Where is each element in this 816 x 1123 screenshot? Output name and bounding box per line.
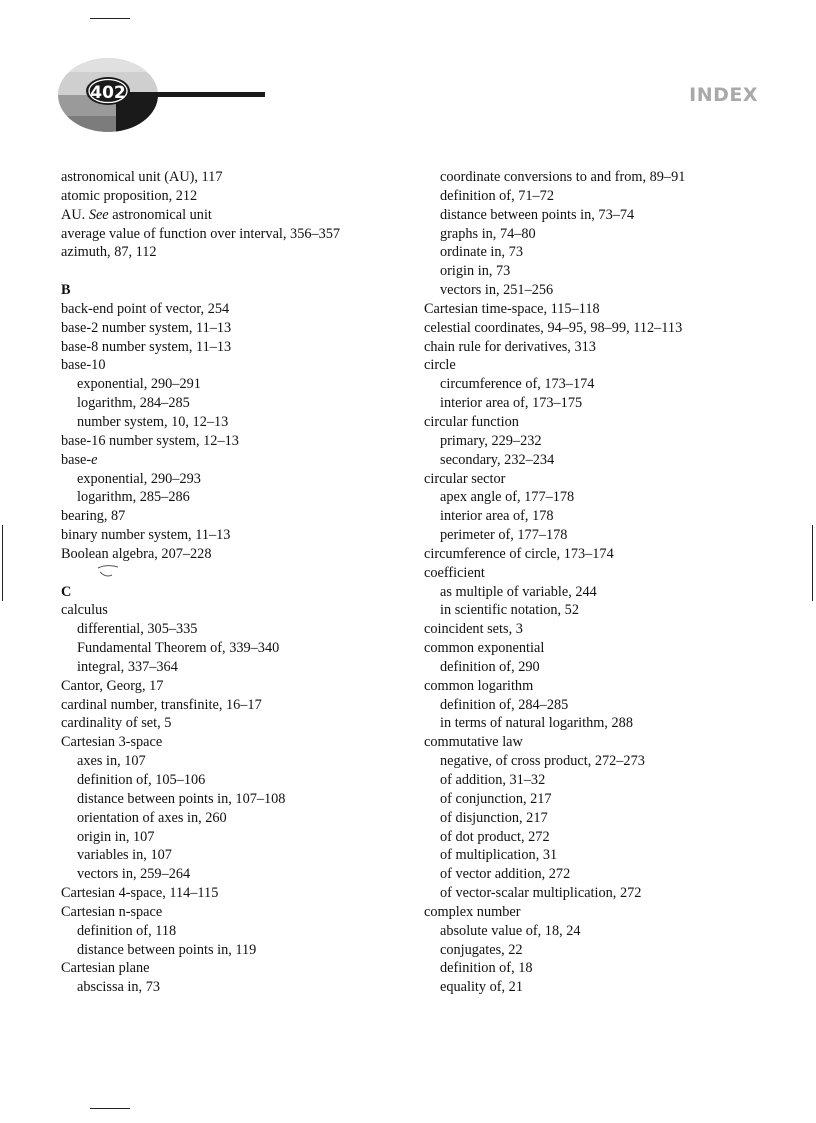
index-column-right bbox=[424, 168, 784, 997]
index-entry: Cantor, Georg, 17 bbox=[61, 677, 164, 694]
index-subentry: definition of, 284–285 bbox=[440, 696, 569, 713]
index-entry-text: AU. bbox=[61, 206, 89, 223]
index-subentry: primary, 229–232 bbox=[440, 432, 542, 449]
index-subentry: definition of, 290 bbox=[440, 658, 540, 675]
crop-mark-left bbox=[2, 525, 3, 601]
index-subentry: secondary, 232–234 bbox=[440, 451, 555, 468]
index-subentry: graphs in, 74–80 bbox=[440, 225, 536, 242]
index-subentry: of dot product, 272 bbox=[440, 828, 550, 845]
index-entry: base-2 number system, 11–13 bbox=[61, 319, 232, 336]
index-subentry: circumference of, 173–174 bbox=[440, 376, 595, 393]
index-subentry: definition of, 118 bbox=[77, 922, 177, 939]
index-subentry: absolute value of, 18, 24 bbox=[440, 922, 581, 939]
index-entry: complex number bbox=[424, 903, 521, 920]
index-subentry: in scientific notation, 52 bbox=[440, 602, 579, 619]
index-subentry: negative, of cross product, 272–273 bbox=[440, 753, 645, 770]
index-entry: base-10 bbox=[61, 357, 106, 374]
index-entry: commutative law bbox=[424, 734, 523, 751]
index-entry: Cartesian plane bbox=[61, 960, 150, 977]
index-subentry: exponential, 290–293 bbox=[77, 470, 201, 487]
index-entry: back-end point of vector, 254 bbox=[61, 300, 230, 317]
index-subentry: as multiple of variable, 244 bbox=[440, 583, 597, 600]
index-entry: Boolean algebra, 207–228 bbox=[61, 545, 212, 562]
index-entry: circle bbox=[424, 357, 456, 374]
index-entry: average value of function over interval, 356–357 bbox=[61, 225, 341, 242]
section-title: INDEX bbox=[689, 84, 758, 106]
index-entry-italic: See bbox=[88, 206, 109, 223]
index-subentry: perimeter of, 177–178 bbox=[440, 527, 568, 544]
index-entry: astronomical unit (AU), 117 bbox=[61, 169, 223, 185]
index-entry: circular sector bbox=[424, 470, 506, 487]
index-entry: circular function bbox=[424, 413, 519, 430]
index-entry: Cartesian time-space, 115–118 bbox=[424, 300, 600, 317]
index-subentry: in terms of natural logarithm, 288 bbox=[440, 715, 633, 732]
index-entry: base-8 number system, 11–13 bbox=[61, 338, 232, 355]
index-subentry: of vector addition, 272 bbox=[440, 866, 571, 883]
index-subentry: Fundamental Theorem of, 339–340 bbox=[77, 640, 280, 657]
index-column-left bbox=[61, 168, 421, 997]
index-subentry: of multiplication, 31 bbox=[440, 847, 558, 864]
page-header bbox=[0, 0, 816, 140]
pen-annotation-mark bbox=[96, 564, 136, 580]
index-subentry: equality of, 21 bbox=[440, 979, 523, 996]
index-letter-heading: C bbox=[61, 583, 72, 600]
page-number-badge bbox=[58, 58, 268, 138]
index-subentry: origin in, 107 bbox=[77, 828, 155, 845]
index-entry: Cartesian 4-space, 114–115 bbox=[61, 885, 219, 902]
index-entry: common exponential bbox=[424, 640, 545, 657]
index-spacer bbox=[61, 262, 421, 281]
index-subentry: of disjunction, 217 bbox=[440, 809, 548, 826]
index-subentry: of conjunction, 217 bbox=[440, 790, 552, 807]
index-entry-italic: e bbox=[91, 451, 98, 468]
index-subentry: variables in, 107 bbox=[77, 847, 172, 864]
index-subentry: conjugates, 22 bbox=[440, 941, 523, 958]
index-entry: celestial coordinates, 94–95, 98–99, 112–113 bbox=[424, 319, 683, 336]
index-entry bbox=[61, 451, 421, 470]
index-subentry: interior area of, 173–175 bbox=[440, 395, 583, 412]
index-subentry: number system, 10, 12–13 bbox=[77, 413, 229, 430]
index-subentry: abscissa in, 73 bbox=[77, 979, 160, 996]
index-subentry: definition of, 18 bbox=[440, 960, 533, 977]
index-entry: azimuth, 87, 112 bbox=[61, 244, 157, 261]
index-subentry: orientation of axes in, 260 bbox=[77, 809, 227, 826]
index-subentry: distance between points in, 107–108 bbox=[77, 790, 286, 807]
index-entry: bearing, 87 bbox=[61, 508, 126, 525]
index-entry: chain rule for derivatives, 313 bbox=[424, 338, 596, 355]
index-entry-text: base- bbox=[61, 451, 92, 468]
index-subentry: logarithm, 285–286 bbox=[77, 489, 190, 506]
index-entry: common logarithm bbox=[424, 677, 534, 694]
crop-mark-bottom bbox=[90, 1108, 130, 1109]
crop-mark-right bbox=[812, 525, 813, 601]
index-subentry: interior area of, 178 bbox=[440, 508, 554, 525]
index-entry: cardinality of set, 5 bbox=[61, 715, 172, 732]
index-subentry: distance between points in, 119 bbox=[77, 941, 257, 958]
index-subentry: definition of, 105–106 bbox=[77, 772, 206, 788]
index-entry: calculus bbox=[61, 602, 108, 619]
index-subentry: differential, 305–335 bbox=[77, 621, 198, 638]
index-entry: coefficient bbox=[424, 564, 485, 581]
index-subentry: axes in, 107 bbox=[77, 753, 146, 770]
index-subentry: apex angle of, 177–178 bbox=[440, 489, 575, 506]
index-entry: cardinal number, transfinite, 16–17 bbox=[61, 696, 262, 713]
index-subentry: vectors in, 259–264 bbox=[77, 866, 191, 883]
page-number: 402 bbox=[90, 83, 126, 103]
index-subentry: of addition, 31–32 bbox=[440, 772, 546, 788]
index-subentry: exponential, 290–291 bbox=[77, 376, 201, 393]
index-entry bbox=[61, 206, 421, 225]
index-subentry: of vector-scalar multiplication, 272 bbox=[440, 885, 642, 902]
index-subentry: logarithm, 284–285 bbox=[77, 395, 190, 412]
index-subentry: distance between points in, 73–74 bbox=[440, 206, 635, 223]
index-subentry: coordinate conversions to and from, 89–91 bbox=[440, 169, 686, 185]
index-subentry: origin in, 73 bbox=[440, 263, 511, 280]
index-entry: binary number system, 11–13 bbox=[61, 527, 231, 544]
index-letter-heading: B bbox=[61, 282, 71, 299]
index-entry: atomic proposition, 212 bbox=[61, 187, 198, 204]
index-subentry: definition of, 71–72 bbox=[440, 187, 554, 204]
index-subentry: vectors in, 251–256 bbox=[440, 282, 554, 299]
index-subentry: integral, 337–364 bbox=[77, 658, 178, 675]
index-entry-text: astronomical unit bbox=[108, 206, 212, 223]
index-entry: circumference of circle, 173–174 bbox=[424, 545, 614, 562]
index-entry: coincident sets, 3 bbox=[424, 621, 523, 638]
index-entry: base-16 number system, 12–13 bbox=[61, 432, 239, 449]
index-entry: Cartesian n-space bbox=[61, 903, 163, 920]
index-subentry: ordinate in, 73 bbox=[440, 244, 523, 261]
index-entry: Cartesian 3-space bbox=[61, 734, 163, 751]
